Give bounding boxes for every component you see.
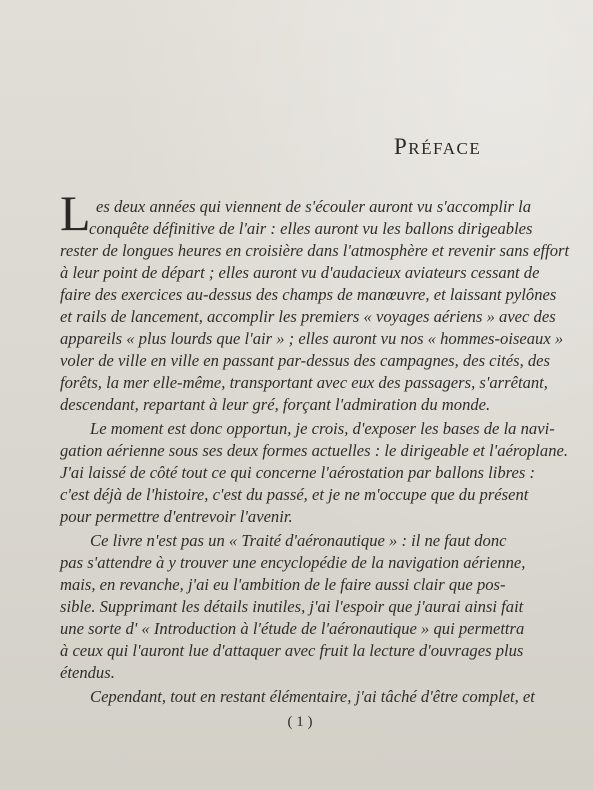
text-line: gation aérienne sous ses deux formes actuelles : le dirigeable et l'aéroplane. [60, 441, 569, 460]
text-line: Ce livre n'est pas un « Traité d'aéronautique » : il ne faut donc [90, 531, 507, 550]
text-line: mais, en revanche, j'ai eu l'ambition de le faire aussi clair que pos- [60, 575, 506, 594]
text-line: pas s'attendre à y trouver une encyclopédie de la navigation aérienne, [60, 553, 526, 572]
text-line: descendant, repartant à leur gré, forçant l'admiration du monde. [60, 395, 491, 414]
text-line: forêts, la mer elle-même, transportant avec eux des passagers, s'arrêtant, [60, 373, 548, 392]
text-line: es deux années qui viennent de s'écouler auront vu s'accomplir la [96, 197, 532, 216]
text-line: c'est déjà de l'histoire, c'est du passé, et je ne m'occupe que du présent [60, 485, 529, 504]
text-line: à ceux qui l'auront lue d'attaquer avec fruit la lecture d'ouvrages plus [60, 641, 524, 660]
text-line: voler de ville en ville en passant par-dessus des campagnes, des cités, des [60, 351, 550, 370]
text-line: sible. Supprimant les détails inutiles, j'ai l'espoir que j'aurai ainsi fait [60, 597, 524, 616]
text-line: faire des exercices au-dessus des champs de manœuvre, et laissant pylônes [60, 285, 557, 304]
text-line: J'ai laissé de côté tout ce qui concerne l'aérostation par ballons libres : [60, 463, 536, 482]
text-line: à leur point de départ ; elles auront vu d'audacieux aviateurs cessant de [60, 263, 540, 282]
drop-cap: L [60, 185, 91, 241]
page-title [394, 134, 481, 160]
text-line: Le moment est donc opportun, je crois, d'exposer les bases de la navi- [90, 419, 555, 438]
page-number: ( 1 ) [287, 714, 313, 730]
text-line: une sorte d' « Introduction à l'étude de l'aéronautique » qui permettra [60, 619, 525, 638]
text-line: appareils « plus lourds que l'air » ; elles auront vu nos « hommes-oiseaux » [60, 329, 564, 348]
text-line: rester de longues heures en croisière dans l'atmosphère et revenir sans effort [60, 241, 570, 260]
text-line: pour permettre d'entrevoir l'avenir. [60, 507, 293, 526]
title-initial: P [394, 134, 409, 159]
text-line: Cependant, tout en restant élémentaire, j'ai tâché d'être complet, et [90, 687, 535, 706]
text-line: conquête définitive de l'air : elles auront vu les ballons dirigeables [89, 219, 533, 238]
text-line: et rails de lancement, accomplir les premiers « voyages aériens » avec des [60, 307, 556, 326]
text-line: étendus. [60, 663, 115, 682]
title-rest: RÉFACE [408, 139, 482, 158]
